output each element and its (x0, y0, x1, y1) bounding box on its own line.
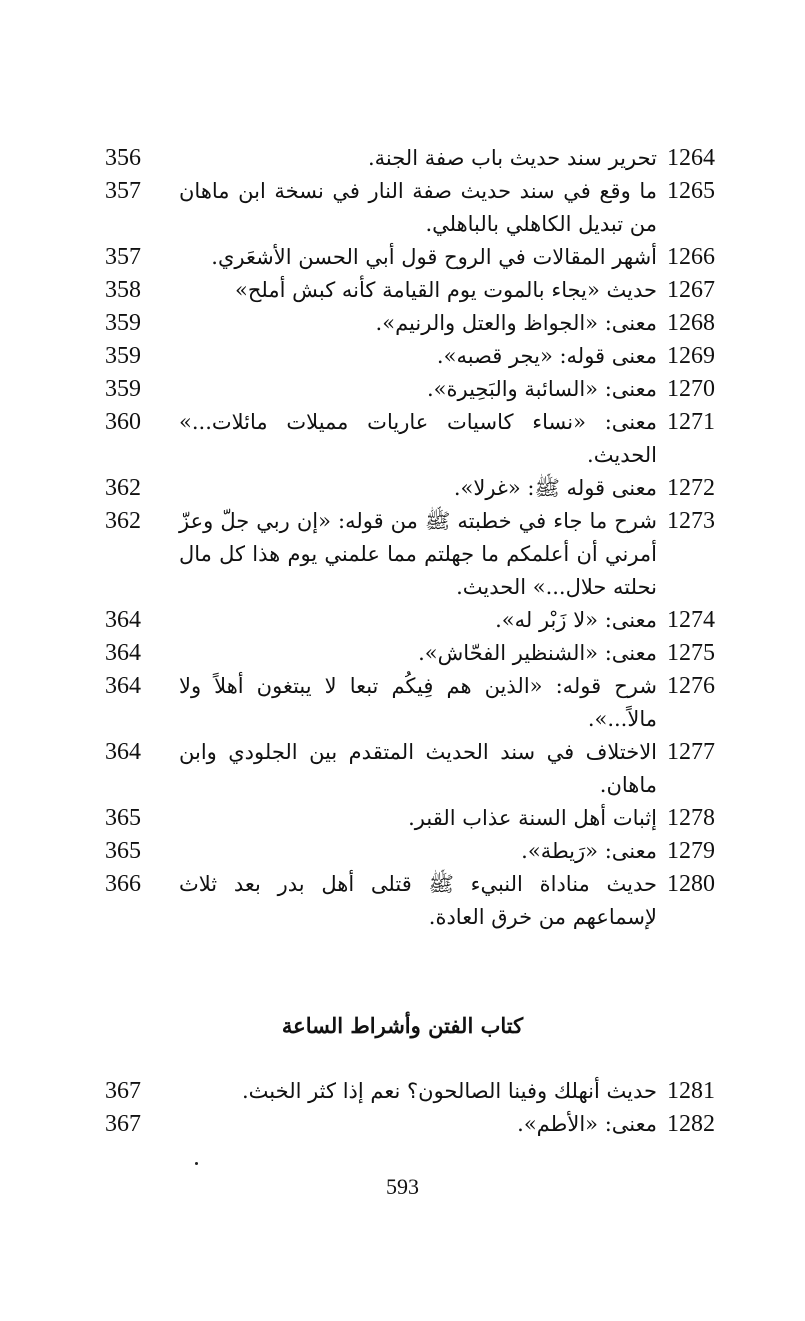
entry-title: معنى: «نساء كاسيات عاريات مميلات مائلات...» الحديث. (179, 410, 657, 467)
index-entry (95, 802, 745, 835)
index-entry (95, 1108, 745, 1141)
index-entry (95, 142, 745, 175)
entry-number: 1271 (667, 409, 715, 435)
entry-page-ref: 365 (105, 838, 141, 864)
entry-number: 1282 (667, 1111, 715, 1137)
entry-number: 1270 (667, 376, 715, 402)
entry-number: 1280 (667, 871, 715, 897)
entry-number: 1277 (667, 739, 715, 765)
index-entry (95, 175, 745, 241)
index-entry (95, 274, 745, 307)
entry-number: 1266 (667, 244, 715, 270)
entry-page-ref: 357 (105, 178, 141, 204)
entry-page-ref: 358 (105, 277, 141, 303)
entry-page-ref: 364 (105, 640, 141, 666)
index-entry (95, 472, 745, 505)
entry-number: 1274 (667, 607, 715, 633)
entry-page-ref: 364 (105, 673, 141, 699)
entry-title: معنى: «لا زَبْر له». (495, 608, 657, 632)
index-entry (95, 340, 745, 373)
entry-number: 1279 (667, 838, 715, 864)
entry-title: ما وقع في سند حديث صفة النار في نسخة ابن ماهان من تبديل الكاهلي بالباهلي. (179, 179, 657, 236)
entry-title: معنى: «رَيطة». (521, 839, 657, 863)
entry-title: إثبات أهل السنة عذاب القبر. (408, 806, 657, 830)
entry-title: الاختلاف في سند الحديث المتقدم بين الجلودي وابن ماهان. (179, 740, 657, 797)
entry-number: 1281 (667, 1078, 715, 1104)
entry-title: معنى قوله ﷺ: «غرلا». (453, 476, 657, 500)
entry-title: معنى: «الأطم». (517, 1112, 657, 1136)
entry-title: حديث «يجاء بالموت يوم القيامة كأنه كبش أملح» (235, 278, 657, 302)
entry-title: حديث أنهلك وفينا الصالحون؟ نعم إذا كثر الخبث. (242, 1079, 657, 1103)
index-entry (95, 1075, 745, 1108)
entry-title: حديث مناداة النبيء ﷺ قتلى أهل بدر بعد ثلاث لإسماعهم من خرق العادة. (179, 872, 657, 929)
entry-number: 1273 (667, 508, 715, 534)
stray-mark (195, 1162, 198, 1165)
index-entry (95, 241, 745, 274)
entry-title: معنى: «السائبة والبَحِيرة». (426, 377, 657, 401)
entry-number: 1269 (667, 343, 715, 369)
entry-page-ref: 359 (105, 376, 141, 402)
entry-title: أشهر المقالات في الروح قول أبي الحسن الأشعَري. (211, 245, 657, 269)
entry-number: 1276 (667, 673, 715, 699)
entry-page-ref: 364 (105, 607, 141, 633)
index-list-top (95, 142, 745, 934)
entry-page-ref: 360 (105, 409, 141, 435)
entry-number: 1275 (667, 640, 715, 666)
entry-page-ref: 367 (105, 1078, 141, 1104)
index-entry (95, 868, 745, 934)
entry-page-ref: 357 (105, 244, 141, 270)
entry-title: معنى قوله: «يجر قصبه». (436, 344, 657, 368)
entry-page-ref: 362 (105, 508, 141, 534)
entry-page-ref: 362 (105, 475, 141, 501)
index-entry (95, 637, 745, 670)
entry-title: شرح ما جاء في خطبته ﷺ من قوله: «إن ربي جلّ وعزّ أمرني أن أعلمكم ما جهلتم مما علمني يوم هذا كل مال نحلته حلال...» الحديث. (179, 509, 657, 599)
section-heading: كتاب الفتن وأشراط الساعة (281, 1013, 524, 1038)
entry-page-ref: 356 (105, 145, 141, 171)
index-entry (95, 307, 745, 340)
index-entry (95, 406, 745, 472)
index-entry (95, 670, 745, 736)
index-list-bottom (95, 1075, 745, 1141)
entry-page-ref: 359 (105, 310, 141, 336)
index-entry (95, 604, 745, 637)
page-number: 593 (386, 1174, 419, 1199)
index-entry (95, 373, 745, 406)
index-entry (95, 505, 745, 604)
entry-page-ref: 359 (105, 343, 141, 369)
entry-number: 1267 (667, 277, 715, 303)
entry-number: 1268 (667, 310, 715, 336)
entry-number: 1272 (667, 475, 715, 501)
entry-title: شرح قوله: «الذين هم فِيكُم تبعا لا يبتغون أهلاً ولا مالاً...». (179, 674, 657, 731)
index-entry (95, 835, 745, 868)
entry-number: 1264 (667, 145, 715, 171)
entry-title: معنى: «الشنظير الفحّاش». (418, 641, 657, 665)
entry-title: تحرير سند حديث باب صفة الجنة. (367, 146, 657, 170)
entry-page-ref: 364 (105, 739, 141, 765)
index-entry (95, 736, 745, 802)
entry-page-ref: 366 (105, 871, 141, 897)
entry-title: معنى: «الجواظ والعتل والرنيم». (375, 311, 657, 335)
entry-page-ref: 367 (105, 1111, 141, 1137)
entry-number: 1265 (667, 178, 715, 204)
entry-number: 1278 (667, 805, 715, 831)
entry-page-ref: 365 (105, 805, 141, 831)
